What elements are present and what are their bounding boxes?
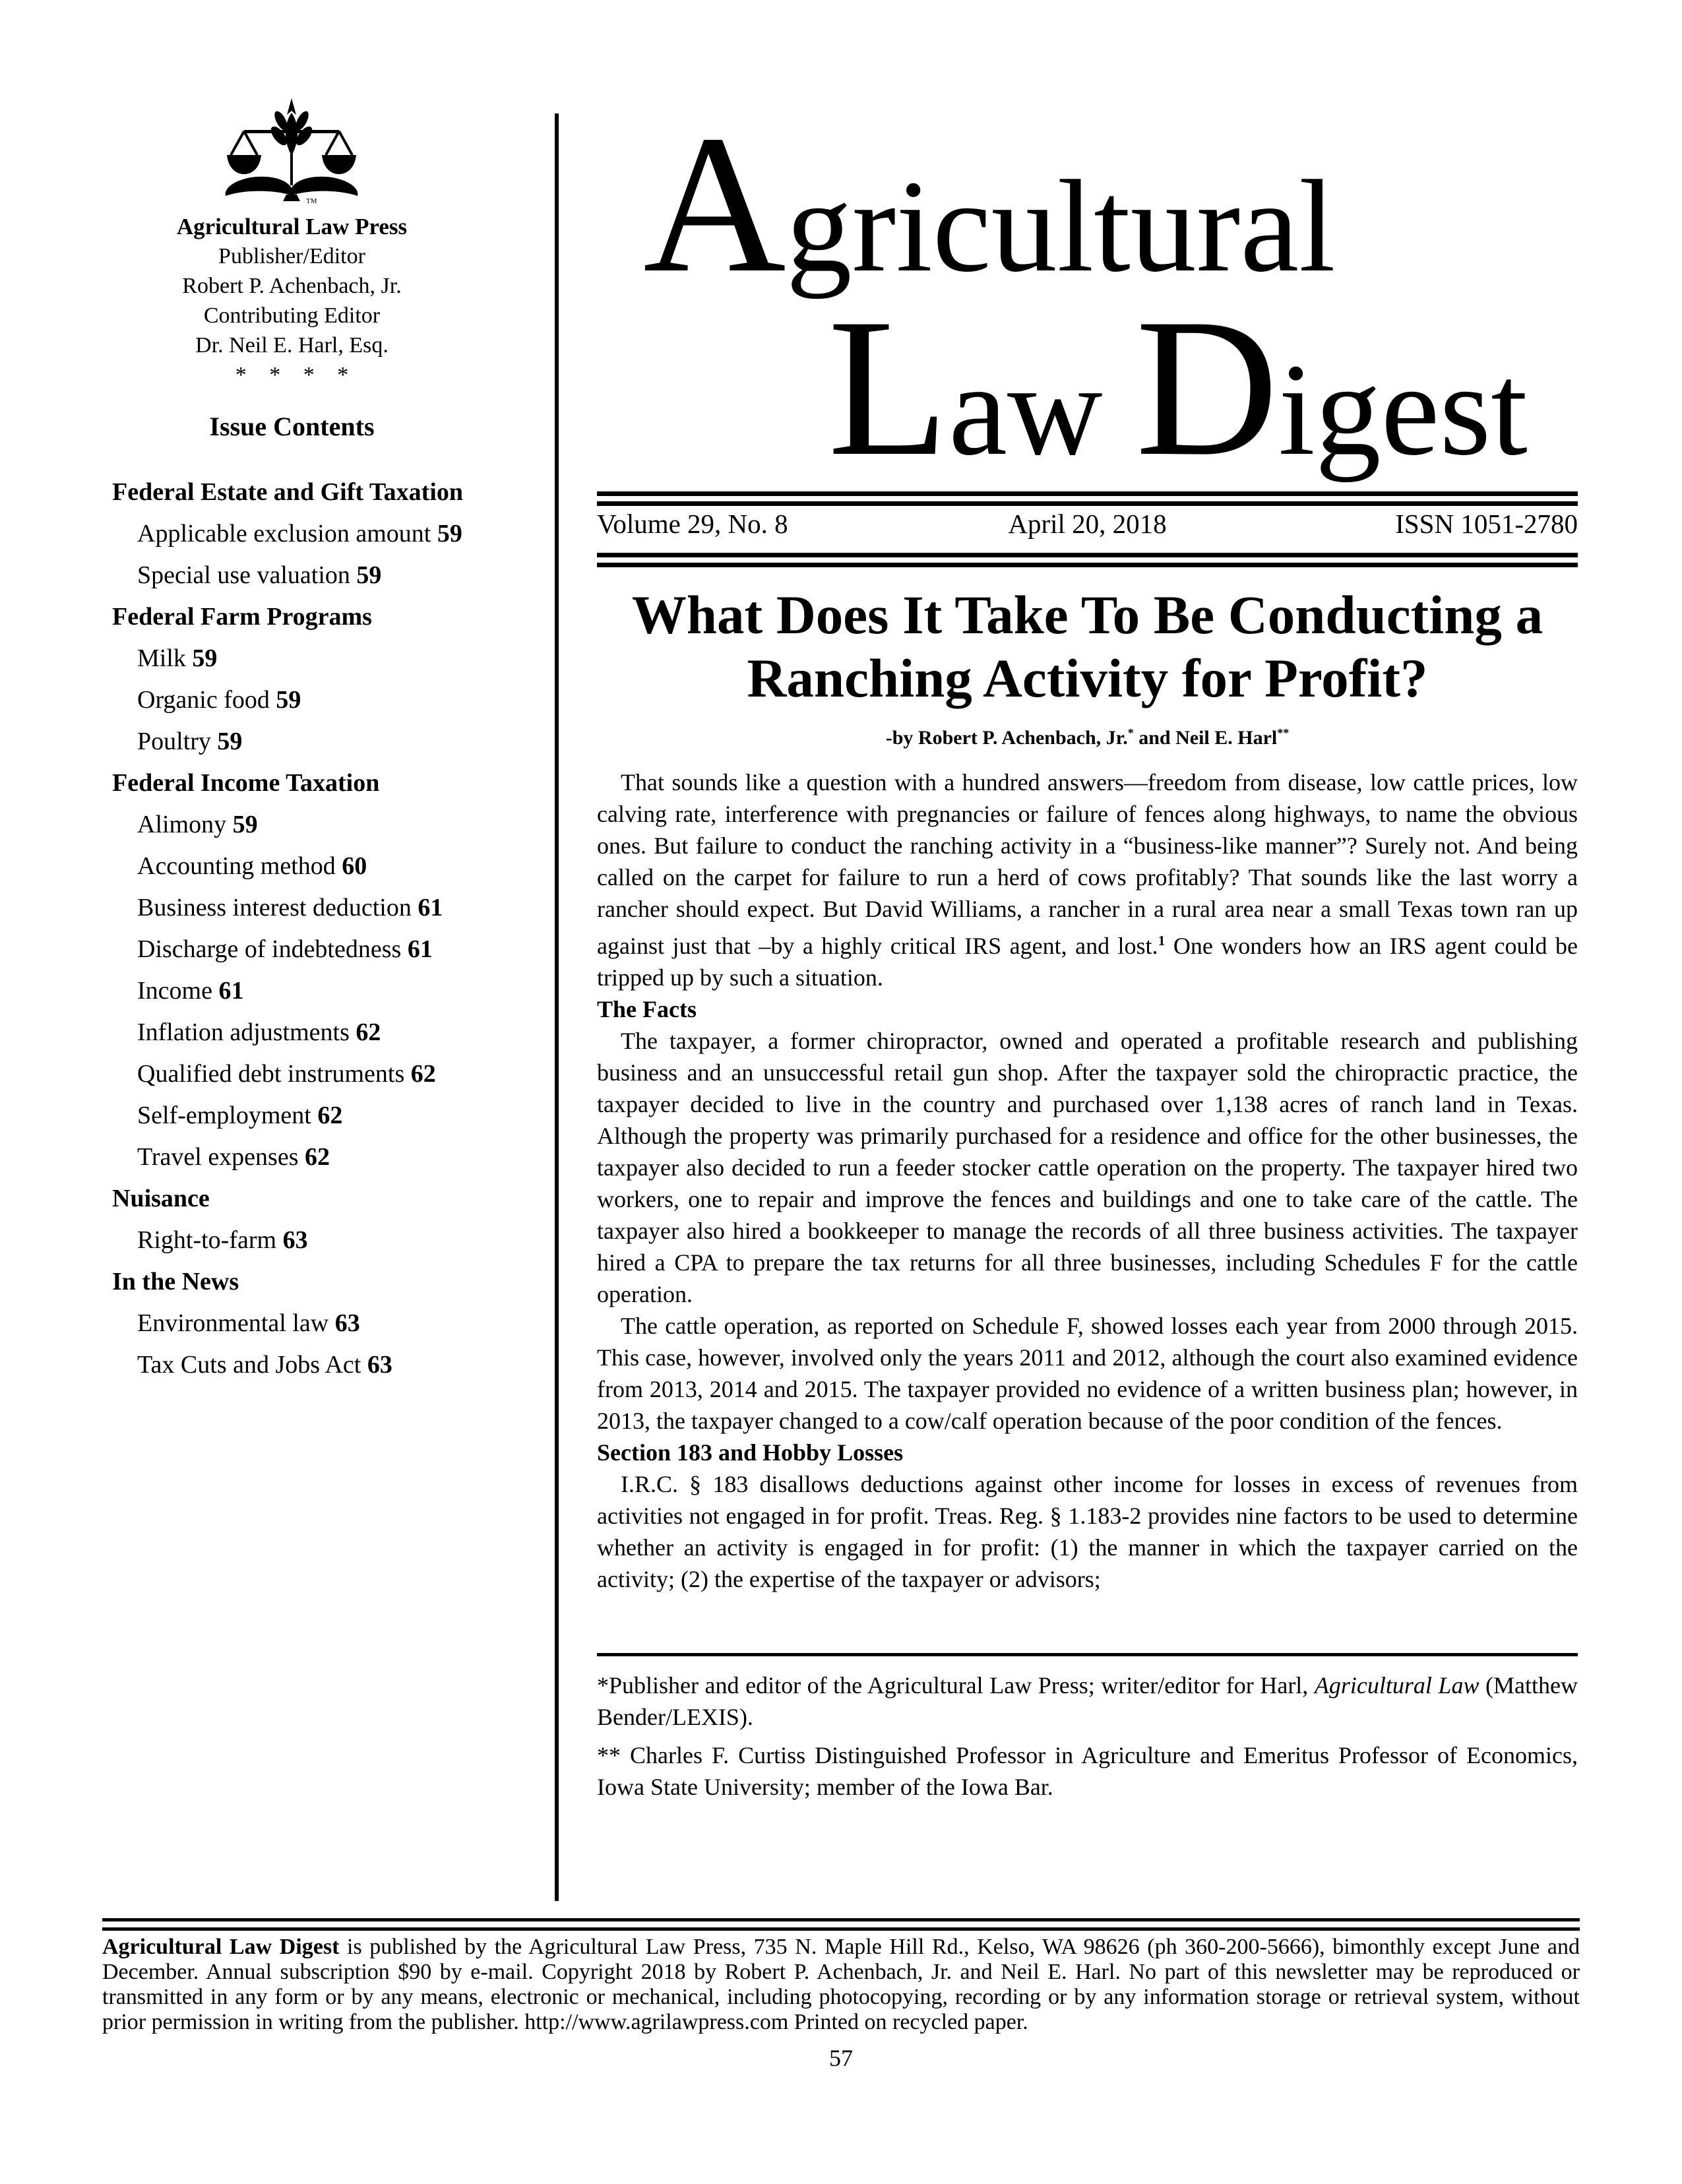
volume-number: Volume 29, No. 8 [597,509,788,539]
paragraph-intro [597,766,1578,993]
article-title [597,583,1578,710]
toc-item-label: Alimony [137,811,233,838]
issn-number: ISSN 1051-2780 [1395,509,1578,539]
toc-item-page: 62 [356,1018,381,1046]
toc-item-label: Poultry [137,728,218,755]
toc-item-page: 59 [192,644,218,672]
article-byline [597,720,1578,751]
masthead-rest-2a: aw [949,337,1136,483]
toc-item-page: 63 [282,1226,308,1254]
toc-item [112,929,534,970]
toc-item [112,1220,534,1261]
masthead [597,92,1578,497]
footnote-1-tail: (Matthew Bender/LEXIS). [597,1672,1578,1730]
toc-item-page: 59 [232,811,258,838]
press-publisher-name: Robert P. Achenbach, Jr. [182,274,402,298]
masthead-initial-l: L [828,278,949,497]
footnote-publisher [597,1669,1578,1733]
rule-line [597,553,1578,557]
masthead-rest-1: gricultural [786,154,1336,299]
byline-author-2: and Neil E. Harl [1133,727,1278,749]
toc-item-label: Special use valuation [137,561,357,589]
toc-item [112,887,534,929]
main-column [597,92,1578,1803]
imprint-text [102,1935,1580,2035]
toc-item-label: Tax Cuts and Jobs Act [137,1351,367,1379]
paragraph-section-183: I.R.C. § 183 disallows deductions against other income for losses in excess of revenues from activities not engaged in for profit. Treas. Reg. § 1.183-2 provides nine factors to be used to determine whether an activity is engaged in for profit: (1) the manner in which the taxpayer carried on the activity; (2) the expertise of the taxpayer or advisors; [597,1471,1578,1592]
toc-item-label: Accounting method [137,852,342,880]
toc-item-label: Business interest deduction [137,894,418,921]
toc-item [112,1303,534,1344]
issue-date: April 20, 2018 [1008,509,1167,539]
scales-and-book-logo [223,96,361,204]
toc-item-label: Milk [137,644,193,672]
issue-contents-title: Issue Contents [209,412,375,441]
paragraph-intro-tail: One wonders how an IRS agent could be tripped up by such a situation. [597,933,1578,991]
toc-item-label: Right-to-farm [137,1226,283,1254]
rule-line [597,563,1578,567]
paragraph-facts-1: The taxpayer, a former chiropractor, owned and operated a profitable research and publishing business and an unsuccessful retail gun shop. After the taxpayer sold the chiropractic practice, the taxpayer decided to live in the country and purchased over 1,138 acres of ranch land in Texas. Although the property was primarily purchased for a residence and office for the other businesses, the taxpayer also decided to run a feeder stocker cattle operation on the property. The taxpayer hired two workers, one to repair and improve the fences and buildings and one to take care of the cattle. The taxpayer also hired a bookkeeper to manage the records of all three business activities. The taxpayer hired a CPA to prepare the tax returns for all three businesses, including Schedules F for the cattle operation. [597,1028,1578,1307]
issue-info-row [597,507,1578,541]
press-contributing-name: Dr. Neil E. Harl, Esq. [195,333,389,358]
toc-item-label: Inflation adjustments [137,1018,356,1046]
masthead-initial-a: A [643,94,786,313]
toc-item-page: 61 [418,894,443,921]
footnote-1-text: *Publisher and editor of the Agricultural Law Press; writer/editor for Harl, [597,1672,1315,1699]
footnotes [597,1669,1578,1803]
toc-item-page: 59 [356,561,382,589]
press-name: Agricultural Law Press [176,214,408,239]
toc-item [112,1095,534,1137]
toc-item [112,555,534,596]
toc-item [112,1137,534,1178]
column-divider-rule [555,113,559,1901]
toc-item [112,513,534,555]
toc-item-page: 63 [334,1309,360,1337]
masthead-line-2 [828,274,1528,501]
toc-item [112,1053,534,1095]
page-footer [102,1918,1580,2072]
page-number: 57 [829,2045,853,2071]
toc-section-heading: Federal Farm Programs [112,603,372,631]
press-role-contributing: Contributing Editor [203,303,381,328]
paragraph-intro-text: That sounds like a question with a hundred answers—freedom from disease, low cattle prices, low calving rate, interference with pregnancies or failure of fences along highways, to name the obvious ones. But failure to conduct the ranching activity in a “business-like manner”? Surely not. And being called on the carpet for failure to run a herd of cows profitably? That sounds like the last worry a rancher should expect. But David Williams, a rancher in a rural area near a small Texas town ran up against just that –by a highly critical IRS agent, and lost. [597,769,1578,959]
toc-item-label: Income [137,977,219,1005]
toc-item-label: Discharge of indebtedness [137,935,408,963]
toc-item-page: 59 [217,728,243,755]
toc-item-label: Self-employment [137,1102,318,1129]
toc-item-page: 59 [437,520,462,547]
toc-item [112,638,534,679]
byline-footnote-mark-1: * [1127,726,1134,739]
masthead-initial-d: D [1135,278,1279,497]
footnote-separator-rule [597,1653,1578,1656]
heading-the-facts: The Facts [597,996,697,1022]
footnote-1-italic-title: Agricultural Law [1314,1672,1480,1699]
toc-item [112,846,534,887]
toc-item-page: 62 [410,1060,436,1088]
toc-item-label: Environmental law [137,1309,335,1337]
toc-item-label: Applicable exclusion amount [137,520,437,547]
toc-section-heading: Nuisance [112,1185,210,1212]
article-body [597,766,1578,1595]
rule-line [597,501,1578,506]
byline-footnote-mark-2: ** [1277,726,1290,739]
sidebar [49,96,534,1386]
masthead-rest-2b: igest [1278,337,1528,483]
toc-section-heading: Federal Income Taxation [112,769,380,797]
toc-section-heading: In the News [112,1268,239,1295]
toc-item-label: Organic food [137,686,276,714]
heading-section-183: Section 183 and Hobby Losses [597,1439,904,1466]
toc-item [112,1344,534,1386]
press-role-publisher: Publisher/Editor [218,244,365,268]
toc-item [112,970,534,1012]
toc-item-page: 59 [276,686,301,714]
table-of-contents [49,472,534,1386]
toc-item-label: Travel expenses [137,1143,305,1171]
imprint-body: is published by the Agricultural Law Press, 735 N. Maple Hill Rd., Kelso, WA 98626 (ph 360-200-5666), bimonthly except June and December. Annual subscription $90 by e-mail. Copyright 2018 by Robert P. Achenbach, Jr. and Neil E. Harl. No part of this newsletter may be reproduced or transmitted in any form or by any means, electronic or mechanical, including photocopying, recording or by any information storage or retrieval system, without prior permission in writing from the publisher. http://www.agrilawpress.com Printed on recycled paper. [102,1935,1580,2034]
paragraph-facts-2: The cattle operation, as reported on Schedule F, showed losses each year from 2000 through 2015. This case, however, involved only the years 2011 and 2012, although the court also examined evidence from 2013, 2014 and 2015. The taxpayer provided no evidence of a written business plan; however, in 2013, the taxpayer changed to a cow/calf operation because of the poor condition of the fences. [597,1313,1578,1434]
star-separator: * * * * [235,363,349,387]
toc-item [112,804,534,846]
footer-rule-pair [102,1918,1580,1931]
footnote-marker-1: 1 [1158,933,1166,949]
toc-item-page: 62 [305,1143,330,1171]
rule-line [102,1927,1580,1931]
toc-item [112,721,534,763]
byline-author-1: -by Robert P. Achenbach, Jr. [885,727,1128,749]
toc-item-label: Qualified debt instruments [137,1060,411,1088]
imprint-title: Agricultural Law Digest [102,1935,340,1959]
toc-section-heading: Federal Estate and Gift Taxation [112,478,464,506]
toc-item-page: 60 [342,852,367,880]
toc-item [112,679,534,721]
article-title-line-1: What Does It Take To Be Conducting a [631,584,1543,645]
trademark-mark: TM [305,197,317,204]
title-rule-pair [597,553,1578,567]
toc-item-page: 62 [317,1102,343,1129]
toc-item-page: 63 [367,1351,392,1379]
article-title-line-2: Ranching Activity for Profit? [747,648,1428,708]
toc-item [112,1012,534,1053]
toc-item-page: 61 [407,935,433,963]
footnote-professor: ** Charles F. Curtiss Distinguished Professor in Agriculture and Emeritus Professor of Economics, Iowa State University; member of the Iowa Bar. [597,1742,1578,1800]
toc-item-page: 61 [218,977,244,1005]
